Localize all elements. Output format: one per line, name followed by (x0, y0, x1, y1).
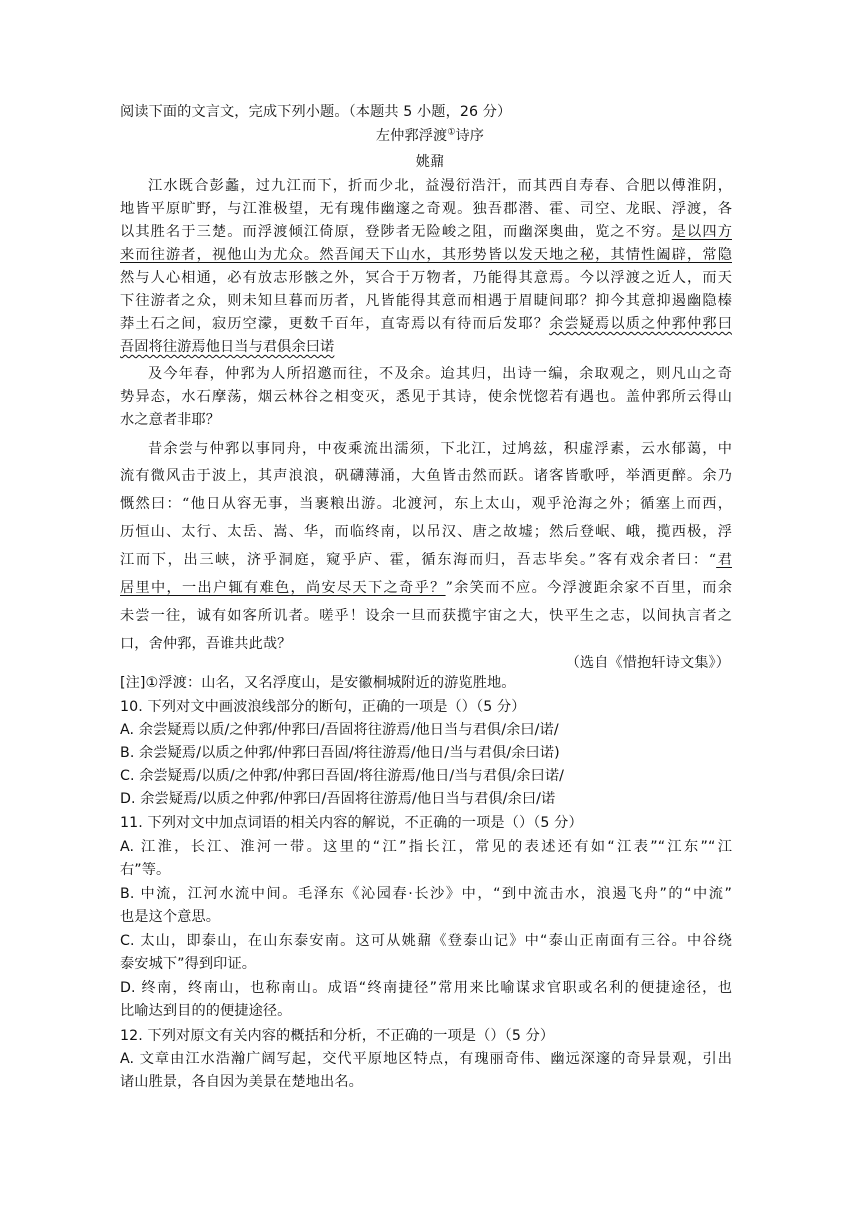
p1-line (120, 221, 732, 243)
q11-option-d: D. 终南，终南山，也称南山。成语“终南捷径”常用来比喻谋求官职或名利的便捷途径，也 (120, 980, 732, 996)
p3-text: 江而下，出三峡，济乎洞庭，窥乎庐、霍，循东海而归，吾志毕矣。”客有戏余者曰：“ (120, 552, 717, 568)
p1-underlined: 是以四方 (671, 224, 732, 240)
p3-line: 未尝一往，诚有如客所讥者。嗟乎！设余一旦而获揽宇宙之大，快平生之志，以间执言者之 (120, 608, 732, 624)
p1-line: 地皆平原旷野，与江淮极望，无有瑰伟幽邃之奇观。独吾郡潜、霍、司空、龙眠、浮渡，各 (120, 201, 732, 217)
q12-stem: 12. 下列对原文有关内容的概括和分析，不正确的一项是（）（5 分） (120, 1028, 555, 1044)
p1-wavy-cont: 吾固将往游焉他日当与君俱余曰诺 (120, 339, 335, 355)
q12-option-a: A. 文章由江水浩瀚广阔写起，交代平原地区特点，有瑰丽奇伟、幽远深邃的奇异景观，引出 (120, 1051, 732, 1067)
footnote: [注]①浮渡：山名，又名浮度山，是安徽桐城附近的游览胜地。 (120, 675, 516, 691)
passage-title (0, 125, 860, 147)
q11-stem: 11. 下列对文中加点词语的相关内容的解说，不正确的一项是（）（5 分） (120, 815, 583, 831)
q10-option-c: C. 余尝疑焉/以质/之仲郛/仲郛曰吾固/将往游焉/他日/当与君俱/余曰诺/ (120, 768, 565, 784)
footnote-marker: ① (447, 127, 456, 138)
instruction: 阅读下面的文言文，完成下列小题。（本题共 5 小题，26 分） (120, 104, 512, 120)
q11-option-d-cont: 比喻达到目的的便捷途径。 (120, 1003, 292, 1019)
p1-line (120, 336, 334, 358)
q10-option-d: D. 余尝疑焉/以质之仲郛/仲郛曰/吾固将往游焉/他日当与君俱/余曰/诺 (120, 791, 556, 807)
q11-option-a: A. 江淮，长江、淮河一带。这里的“江”指长江，常见的表述还有如“江表”“江东”“江 (120, 839, 732, 855)
p1-line (120, 313, 732, 335)
passage-author: 姚鼐 (415, 154, 445, 170)
q11-option-a-cont: 右”等。 (120, 862, 171, 878)
p1-line: 江水既合彭蠡，过九江而下，折而少北，益漫衍浩汗，而其西自寿春、合肥以傅淮阴， (148, 178, 732, 194)
p3-text: ”余笑而不应。今浮渡距余家不百里，而余 (445, 580, 732, 596)
p3-line: 慨然曰：“他日从容无事，当裹粮出游。北渡河，东上太山，观乎沧海之外；循塞上而西， (120, 496, 732, 512)
p2-line: 及今年春，仲郛为人所招邀而往，不及余。迨其归，出诗一编，余取观之，则凡山之奇 (148, 366, 732, 382)
q10-stem: 10. 下列对文中画波浪线部分的断句，正确的一项是（）（5 分） (120, 699, 526, 715)
p3-line (120, 577, 732, 599)
p1-text: 莽土石之间，寂历空濛，更数千百年，直寄焉以有待而后发耶？ (120, 316, 550, 332)
q11-option-b-cont: 也是这个意思。 (120, 909, 221, 925)
q12-option-a-cont: 诸山胜景，各自因为美景在楚地出名。 (120, 1074, 363, 1090)
p3-line (120, 549, 732, 571)
title-main: 左仲郛浮渡 (375, 128, 448, 144)
p2-line: 势异态，水石摩荡，烟云林谷之相变灭，悉见于其诗，使余恍惚若有遇也。盖仲郛所云得山 (120, 389, 732, 405)
p3-underlined: 君 (716, 552, 732, 568)
source-citation: （选自《惜抱轩诗文集》） (565, 655, 730, 671)
p3-line: 昔余尝与仲郛以事同舟，中夜乘流出濡须，下北江，过鸠兹，积虚浮素，云水郁蔼，中 (148, 441, 732, 457)
p1-line: 然与人心相通，必有放志形骸之外，冥合于万物者，乃能得其意焉。今以浮渡之近人，而天 (120, 270, 732, 286)
p1-line: 下往游者之众，则未知旦暮而历者，凡皆能得其意而相遇于眉睫间耶？抑今其意抑遏幽隐榛 (120, 293, 732, 309)
title-tail: 诗序 (455, 128, 485, 144)
p1-text: 以其胜名于三楚。而浮渡倾江倚原，登陟者无险峻之阻，而幽深奥曲，览之不穷。 (120, 224, 672, 240)
p3-line: 口，舍仲郛，吾谁共此哉？ (120, 636, 292, 652)
p2-line: 水之意者非耶？ (120, 412, 221, 428)
q10-option-a: A. 余尝疑焉以质/之仲郛/仲郛曰/吾固将往游焉/他日当与君俱/余曰/诺/ (120, 722, 559, 738)
q11-option-b: B. 中流，江河水流中间。毛泽东《沁园春·长沙》中，“到中流击水，浪遏飞舟”的“中流” (120, 886, 732, 902)
q11-option-c-cont: 泰安城下”得到印证。 (120, 956, 257, 972)
p3-line: 流有微风击于波上，其声浪浪，矾礴薄涌，大鱼皆击然而跃。诸客皆歌呼，举酒更醉。余乃 (120, 468, 732, 484)
p3-line: 历恒山、太行、太岳、嵩、华，而临终南，以吊汉、唐之故墟；然后登岷、峨，揽西极，浮 (120, 524, 732, 540)
p3-underlined-cont: 居里中，一出户辄有难色，尚安尽天下之奇乎？ (120, 580, 446, 596)
q11-option-c: C. 太山，即泰山，在山东泰安南。这可从姚鼐《登泰山记》中“泰山正南面有三谷。中谷绕 (120, 933, 732, 949)
p1-wavy: 余尝疑焉以质之仲郛仲郛曰 (549, 316, 732, 332)
p1-underlined-cont: 来而往游者，视他山为尤众。然吾闻天下山水，其形势皆以发天地之秘，其情性阖辟，常隐 (120, 247, 732, 263)
q10-option-b: B. 余尝疑焉/以质之仲郛/仲郛曰吾固/将往游焉/他日/当与君俱/余曰诺) (120, 745, 560, 761)
p1-line (120, 244, 732, 266)
